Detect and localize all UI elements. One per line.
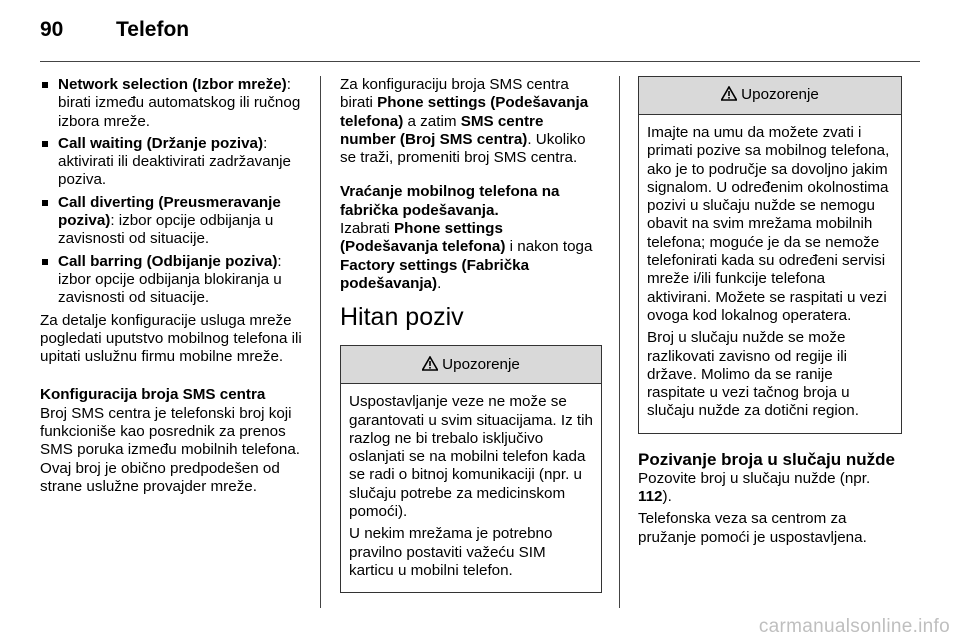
sms-heading: Konfiguracija broja SMS centra: [40, 386, 266, 404]
bullet-icon: [42, 82, 48, 88]
warning-body: Uspostavljanje veze ne može se garantovati u svim situacijama. Iz tih razlog ne bi trebalo isključivo oslanjati se na mobilni telefon kada se radi o bitnoj komunikaciji (npr. u slučaju potrebe za medicinskom pomoći). U nekim mrežama je potrebno pravilno postaviti važeću SIM karticu u mobilni telefon.: [349, 393, 593, 579]
bullet-icon: [42, 200, 48, 206]
paragraph: Za konfiguraciju broja SMS centra birati Phone settings (Podešavanja telefona) a zatim SMS centre number (Broj SMS centra). Ukoliko se traži, promeniti broj SMS centra.: [340, 76, 589, 167]
reset-heading: Vraćanje mobilnog telefona na fabrička podešavanja.: [340, 183, 560, 219]
warning-box: [340, 345, 602, 593]
column-divider-2: [619, 76, 620, 608]
warning-box: [638, 76, 902, 434]
paragraph: Telefonska veza sa centrom za pružanje pomoći je uspostavljena.: [638, 510, 867, 546]
watermark: carmanualsonline.info: [758, 616, 950, 637]
warning-body: Imajte na umu da možete zvati i primati pozive sa mobilnog telefona, ako je to područje sa dovoljno jakim signalom. U određenim okolnostima pozivi u slučaju nužde se nemogu obavit na svim mrežama mobilnih telefona; moguće je da se nemože telefonirati kada su određeni servisi mreže i/ili funkcije telefona aktivirani. Možete se raspitati u vezi ovoga kod lokalnog operatera. Broj u slučaju nužde se može razlikovati zavisno od regije ili države. Molimo da se ranije raspitate u vezi tačnog broja u slučaju nužde za dotični region.: [647, 124, 890, 420]
bullet-icon: [42, 259, 48, 265]
column-3: [638, 76, 906, 551]
section-title: Hitan poziv: [340, 303, 464, 332]
list-item: Call diverting (Preusmeravanje poziva): izbor opcije odbijanja u zavisnosti od situacije.: [40, 194, 306, 249]
column-divider-1: [320, 76, 321, 608]
list-item: Call waiting (Držanje poziva): aktivirati ili deaktivirati zadržavanje poziva.: [40, 135, 306, 190]
paragraph: Za detalje konfiguracije usluga mreže pogledati uputstvo mobilnog telefona ili upitati uslužnu firmu mobilne mreže.: [40, 311, 302, 366]
page-title: Telefon: [116, 18, 190, 41]
warning-header: Upozorenje: [639, 77, 901, 115]
warning-triangle-icon: [422, 356, 438, 374]
paragraph: Izabrati Phone settings (Podešavanja telefona) i nakon toga Factory settings (Fabrička podešavanja).: [340, 220, 593, 292]
paragraph: Pozovite broj u slučaju nužde (npr. 112).: [638, 469, 871, 506]
list-item: Call barring (Odbijanje poziva): izbor opcije odbijanja blokiranja u zavisnosti od situacije.: [40, 253, 306, 308]
page-number: 90: [40, 18, 64, 41]
list-item: Network selection (Izbor mreže): birati između automatskog ili ručnog izbora mreže.: [40, 76, 306, 131]
warning-header: Upozorenje: [341, 346, 601, 384]
header-rule: [40, 61, 920, 62]
emergency-heading: Pozivanje broja u slučaju nužde: [638, 449, 895, 469]
warning-triangle-icon: [721, 86, 737, 104]
column-1: [40, 76, 306, 500]
bullet-icon: [42, 141, 48, 147]
column-2: [340, 76, 602, 593]
paragraph: Broj SMS centra je telefonski broj koji funkcioniše kao posrednik za prenos SMS poruka između mobilnih telefona. Ovaj broj je obično predpodešen od strane uslužne provajder mreže.: [40, 404, 301, 495]
